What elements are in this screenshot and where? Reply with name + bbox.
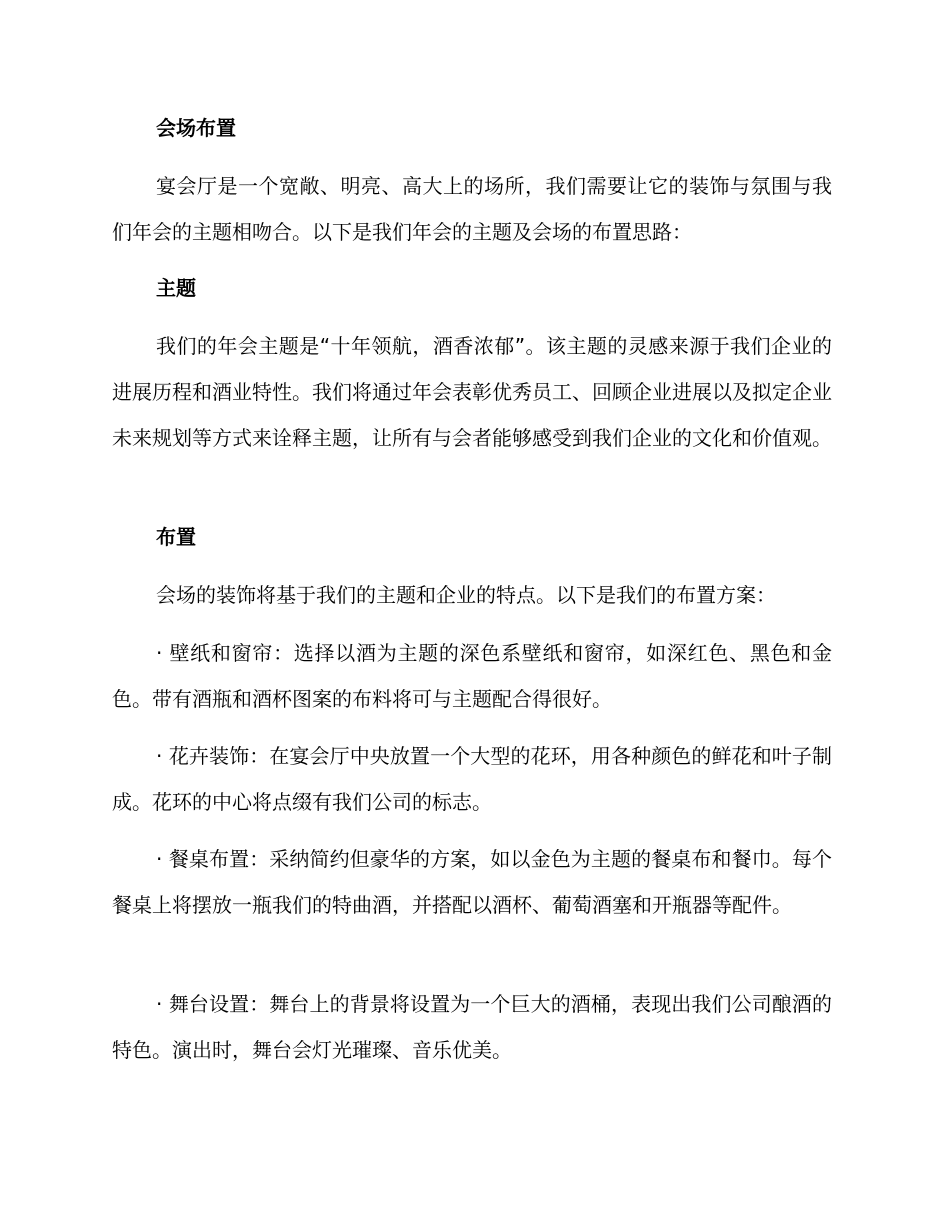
layout-intro-paragraph: 会场的装饰将基于我们的主题和企业的特点。以下是我们的布置方案：: [156, 583, 776, 607]
bullet-wallpaper-curtains: · 壁纸和窗帘：选择以酒为主题的深色系壁纸和窗帘，如深红色、黑色和金色。带有酒瓶和酒杯图案的布料将可与主题配合得很好。: [112, 641, 832, 711]
theme-paragraph: 我们的年会主题是“十年领航，酒香浓郁”。该主题的灵感来源于我们企业的进展历程和酒业特性。我们将通过年会表彰优秀员工、回顾企业进展以及拟定企业未来规划等方式来诠释主题，让所有与会者能够感受到我们企业的文化和价值观。: [112, 334, 832, 450]
bullet-table-setting: · 餐桌布置：采纳简约但豪华的方案，如以金色为主题的餐桌布和餐巾。每个餐桌上将摆放一瓶我们的特曲酒，并搭配以酒杯、葡萄酒塞和开瓶器等配件。: [112, 847, 832, 917]
section-heading-layout: 布置: [156, 525, 196, 549]
venue-intro-paragraph: 宴会厅是一个宽敞、明亮、高大上的场所，我们需要让它的装饰与氛围与我们年会的主题相吻合。以下是我们年会的主题及会场的布置思路：: [112, 174, 832, 244]
section-heading-venue: 会场布置: [156, 116, 236, 140]
section-heading-theme: 主题: [156, 276, 196, 300]
bullet-flower-decoration: · 花卉装饰：在宴会厅中央放置一个大型的花环，用各种颜色的鲜花和叶子制成。花环的中心将点缀有我们公司的标志。: [112, 744, 832, 814]
bullet-stage-setup: · 舞台设置：舞台上的背景将设置为一个巨大的酒桶，表现出我们公司酿酒的特色。演出时，舞台会灯光璀璨、音乐优美。: [112, 992, 832, 1062]
